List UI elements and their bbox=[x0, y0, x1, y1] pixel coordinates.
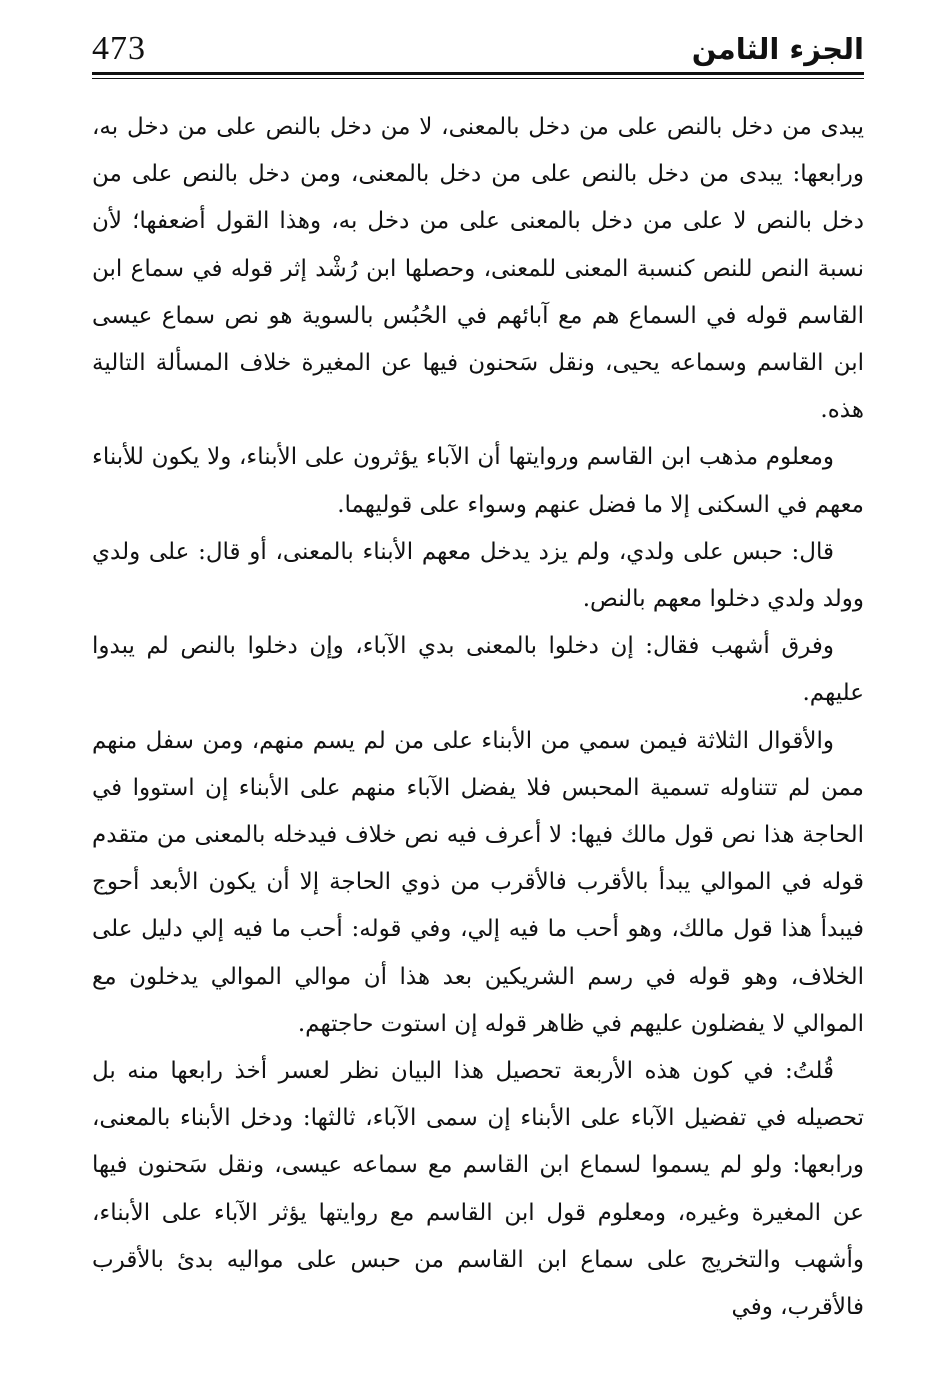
body-text bbox=[92, 104, 864, 1331]
paragraph-1: يبدى من دخل بالنص على من دخل بالمعنى، لا من دخل بالنص على من دخل به، ورابعها: يبدى من دخل بالنص على من دخل بالمعنى، ومن دخل بالنص على من دخل بالنص لا على من دخل بالمعنى على من دخل به، وهذا القول أضعفها؛ لأن نسبة النص للنص كنسبة المعنى للمعنى، وحصلها ابن رُشْد إثر قوله في سماع ابن القاسم قوله في السماع هم مع آبائهم في الحُبُس بالسوية هو نص سماع عيسى ابن القاسم وسماعه يحيى، ونقل سَحنون فيها عن المغيرة خلاف المسألة التالية هذه. bbox=[92, 114, 864, 424]
paragraph-3: قال: حبس على ولدي، ولم يزد يدخل معهم الأبناء بالمعنى، أو قال: على ولدي وولد ولدي دخلوا معهم بالنص. bbox=[92, 538, 864, 613]
paragraph-5: والأقوال الثلاثة فيمن سمي من الأبناء على من لم يسم منهم، ومن سفل منهم ممن لم تتناوله تسمية المحبس فلا يفضل الآباء منهم على الأبناء إن استووا في الحاجة هذا نص قول مالك فيها: لا أعرف فيه نص خلاف فيدخله بالمعنى من متقدم قوله في الموالي يبدأ بالأقرب فالأقرب من ذوي الحاجة إلا أن يكون الأبعد أحوج فيبدأ هذا قول مالك، وهو أحب ما فيه إلي، وفي قوله: أحب ما فيه إلي دليل على الخلاف، وهو قوله في رسم الشريكين بعد هذا أن موالي الموالي يدخلون مع الموالي لا يفضلون عليهم في ظاهر قوله إن استوت حاجتهم. bbox=[92, 727, 864, 1037]
running-title: الجزء الثامن bbox=[691, 32, 864, 66]
page-number: 473 bbox=[92, 30, 146, 67]
paragraph-2: ومعلوم مذهب ابن القاسم وروايتها أن الآباء يؤثرون على الأبناء، ولا يكون للأبناء معهم في السكنى إلا ما فضل عنهم وسواء على قوليهما. bbox=[92, 444, 864, 518]
page-header bbox=[92, 22, 864, 74]
paragraph-6: قُلتُ: في كون هذه الأربعة تحصيل هذا البيان نظر لعسر أخذ رابعها منه بل تحصيله في تفضيل الآباء على الأبناء إن سمى الآباء، ثالثها: ودخل الأبناء بالمعنى، ورابعها: ولو لم يسموا لسماع ابن القاسم مع سماعه عيسى، ونقل سَحنون فيها عن المغيرة وغيره، ومعلوم قول ابن القاسم مع روايتها يؤثر الآباء على الأبناء، وأشهب والتخريج على سماع ابن القاسم من حبس على مواليه بدئ بالأقرب فالأقرب، وفي bbox=[92, 1058, 864, 1321]
paragraph-4: وفرق أشهب فقال: إن دخلوا بالمعنى بدي الآباء، وإن دخلوا بالنص لم يبدوا عليهم. bbox=[92, 633, 864, 707]
header-rule-thin bbox=[92, 78, 864, 79]
header-rule-thick bbox=[92, 72, 864, 75]
